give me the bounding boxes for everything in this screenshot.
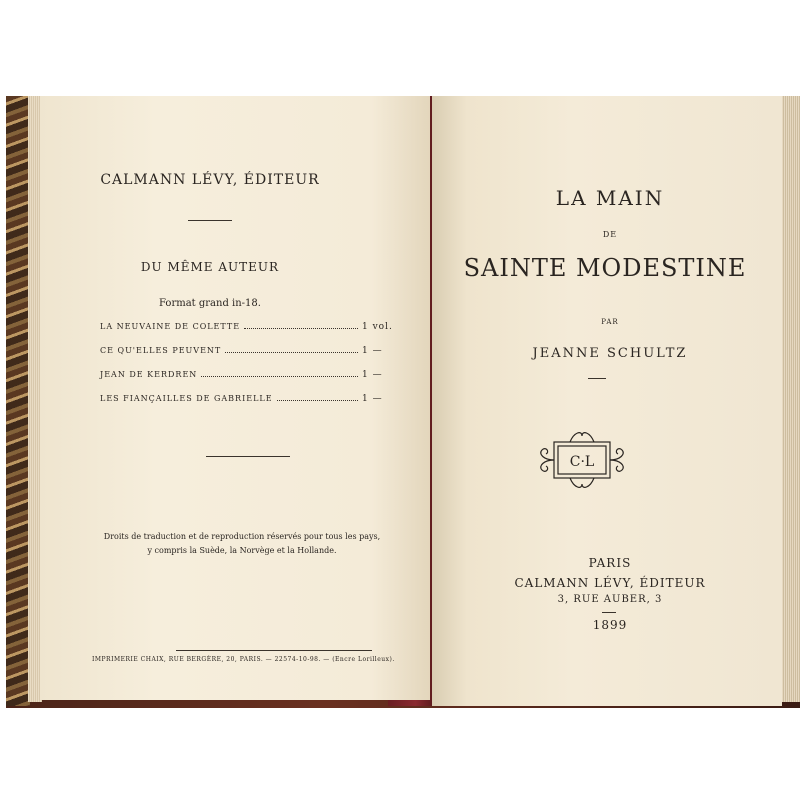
right-publisher: CALMANN LÉVY, ÉDITEUR	[514, 576, 706, 590]
work-title: CE QU'ELLES PEUVENT	[100, 346, 222, 355]
work-title: LES FIANÇAILLES DE GABRIELLE	[100, 394, 273, 403]
printer-imprint: IMPRIMERIE CHAIX, RUE BERGÈRE, 20, PARIS. — 22574-10-98. — (Encre Lorilleux).	[92, 656, 395, 663]
work-volume-count: 1 —	[362, 346, 383, 356]
by-label: PAR	[601, 318, 619, 326]
rights-notice	[92, 530, 392, 558]
list-item	[100, 394, 400, 418]
leader-dots	[201, 376, 358, 377]
imprint-rule	[176, 650, 372, 651]
right-page-edges	[780, 96, 800, 702]
publication-city: PARIS	[588, 556, 632, 570]
book-title-line-2: SAINTE MODESTINE	[463, 254, 747, 282]
monogram-text: C·L	[569, 454, 595, 470]
left-scroll-ornament	[541, 449, 554, 460]
works-list	[100, 322, 400, 418]
left-scroll-ornament	[541, 460, 554, 471]
marbled-endpaper	[6, 96, 30, 706]
publication-year: 1899	[592, 618, 628, 632]
left-publisher-heading: CALMANN LÉVY, ÉDITEUR	[100, 172, 320, 188]
same-author-heading: DU MÊME AUTEUR	[140, 260, 280, 274]
top-scroll-ornament	[570, 433, 594, 442]
book-title-line-1: LA MAIN	[555, 186, 665, 210]
leader-dots	[244, 328, 358, 329]
right-scroll-ornament	[610, 460, 623, 471]
list-item	[100, 322, 400, 346]
right-scroll-ornament	[610, 449, 623, 460]
divider-rule	[206, 456, 290, 457]
divider-rule	[602, 612, 616, 613]
publisher-monogram-vignette	[530, 424, 634, 494]
divider-rule	[588, 378, 606, 379]
list-item	[100, 346, 400, 370]
work-volume-count: 1 —	[362, 394, 383, 404]
work-title: LA NEUVAINE DE COLETTE	[100, 322, 241, 331]
divider-rule	[188, 220, 232, 221]
work-title: JEAN DE KERDREN	[100, 370, 198, 379]
work-volume-count: 1 —	[362, 370, 383, 380]
work-volume-count: 1 vol.	[362, 322, 393, 332]
author-name: JEANNE SCHULTZ	[532, 346, 688, 361]
leader-dots	[277, 400, 358, 401]
publisher-address: 3, RUE AUBER, 3	[557, 594, 663, 605]
bottom-scroll-ornament	[570, 478, 594, 487]
format-note: Format grand in-18.	[159, 298, 261, 309]
rights-line-1: Droits de traduction et de reproduction réservés pour tous les pays,	[103, 532, 381, 541]
leader-dots	[225, 352, 358, 353]
rights-line-2: y compris la Suède, la Norvège et la Hollande.	[147, 546, 337, 555]
book-title-connector: DE	[602, 230, 618, 239]
list-item	[100, 370, 400, 394]
